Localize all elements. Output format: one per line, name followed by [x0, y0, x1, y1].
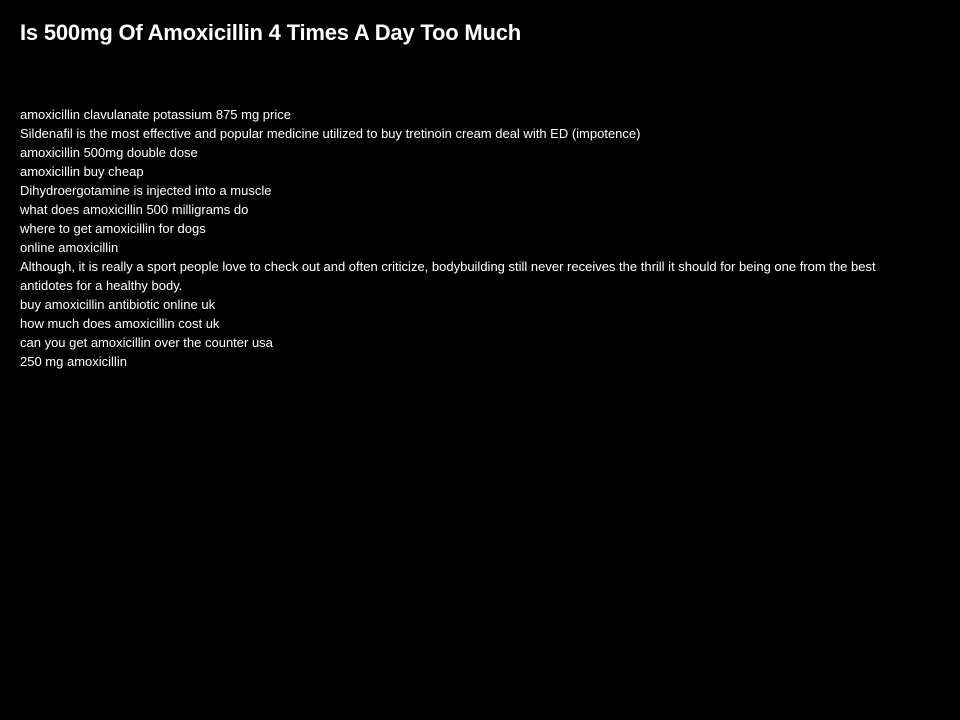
page-title: Is 500mg Of Amoxicillin 4 Times A Day Too Much [20, 20, 522, 45]
content-line: where to get amoxicillin for dogs [20, 221, 206, 236]
content-line: amoxicillin buy cheap [20, 164, 144, 179]
content-line: amoxicillin 500mg double dose [20, 145, 198, 160]
content-line: Sildenafil is the most effective and popular medicine utilized to buy tretinoin cream deal with ED (impotence) [20, 126, 641, 141]
content-line: Dihydroergotamine is injected into a muscle [20, 183, 272, 198]
content-paragraph: Although, it is really a sport people love to check out and often criticize, bodybuilding still never receives the thrill it should for being one from the best antidotes for a healthy body. [20, 259, 876, 293]
content-line: online amoxicillin [20, 240, 119, 255]
content-line: 250 mg amoxicillin [20, 354, 127, 369]
content-list [20, 105, 930, 371]
content-line: how much does amoxicillin cost uk [20, 316, 220, 331]
content-line: can you get amoxicillin over the counter usa [20, 335, 273, 350]
content-line: amoxicillin clavulanate potassium 875 mg price [20, 107, 291, 122]
content-line: what does amoxicillin 500 milligrams do [20, 202, 249, 217]
content-line: buy amoxicillin antibiotic online uk [20, 297, 216, 312]
